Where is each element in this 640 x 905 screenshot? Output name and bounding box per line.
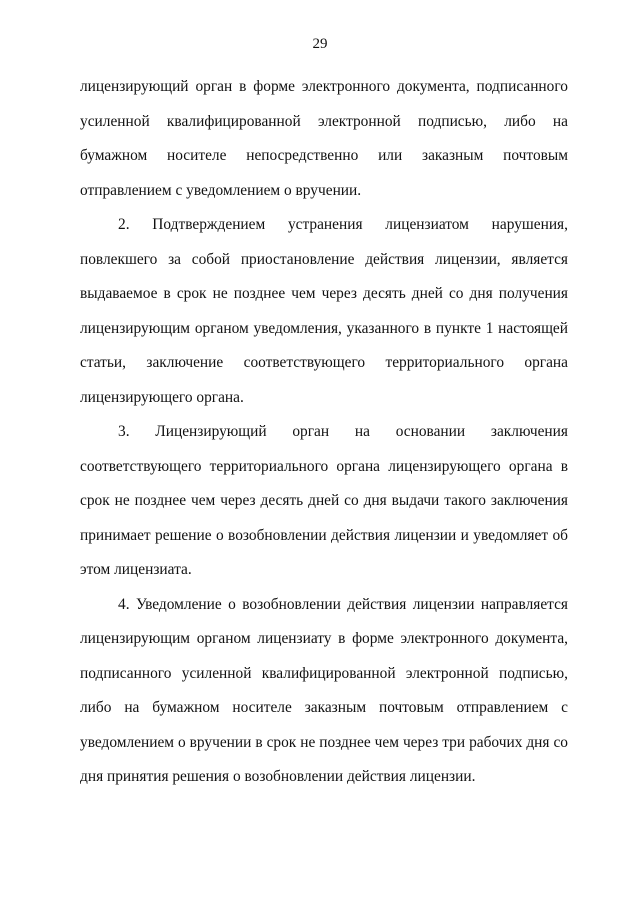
paragraph-item-4: 4. Уведомление о возобновлении действия лицензии направляется лицензирующим органом лицензиату в форме электронного документа, подписанного усиленной квалифицированной электронной подписью, либо на бумажном носителе заказным почтовым отправлением с уведомлением о вручении в срок не позднее чем через три рабочих дня со дня принятия решения о возобновлении действия лицензии. — [80, 595, 568, 785]
document-body — [80, 70, 568, 795]
paragraph-continuation: лицензирующий орган в форме электронного документа, подписанного усиленной квалифицированной электронной подписью, либо на бумажном носителе непосредственно или заказным почтовым отправлением с уведомлением о вручении. — [80, 78, 568, 199]
paragraph-item-3: 3. Лицензирующий орган на основании заключения соответствующего территориального органа лицензирующего органа в срок не позднее чем через десять дней со дня выдачи такого заключения принимает решение о возобновлении действия лицензии и уведомляет об этом лицензиата. — [80, 423, 568, 578]
paragraph-item-2: 2. Подтверждением устранения лицензиатом нарушения, повлекшего за собой приостановление действия лицензии, является выдаваемое в срок не позднее чем через десять дней со дня получения лицензирующим органом уведомления, указанного в пункте 1 настоящей статьи, заключение соответствующего территориального органа лицензирующего органа. — [80, 216, 568, 406]
page-number: 29 — [312, 36, 328, 52]
